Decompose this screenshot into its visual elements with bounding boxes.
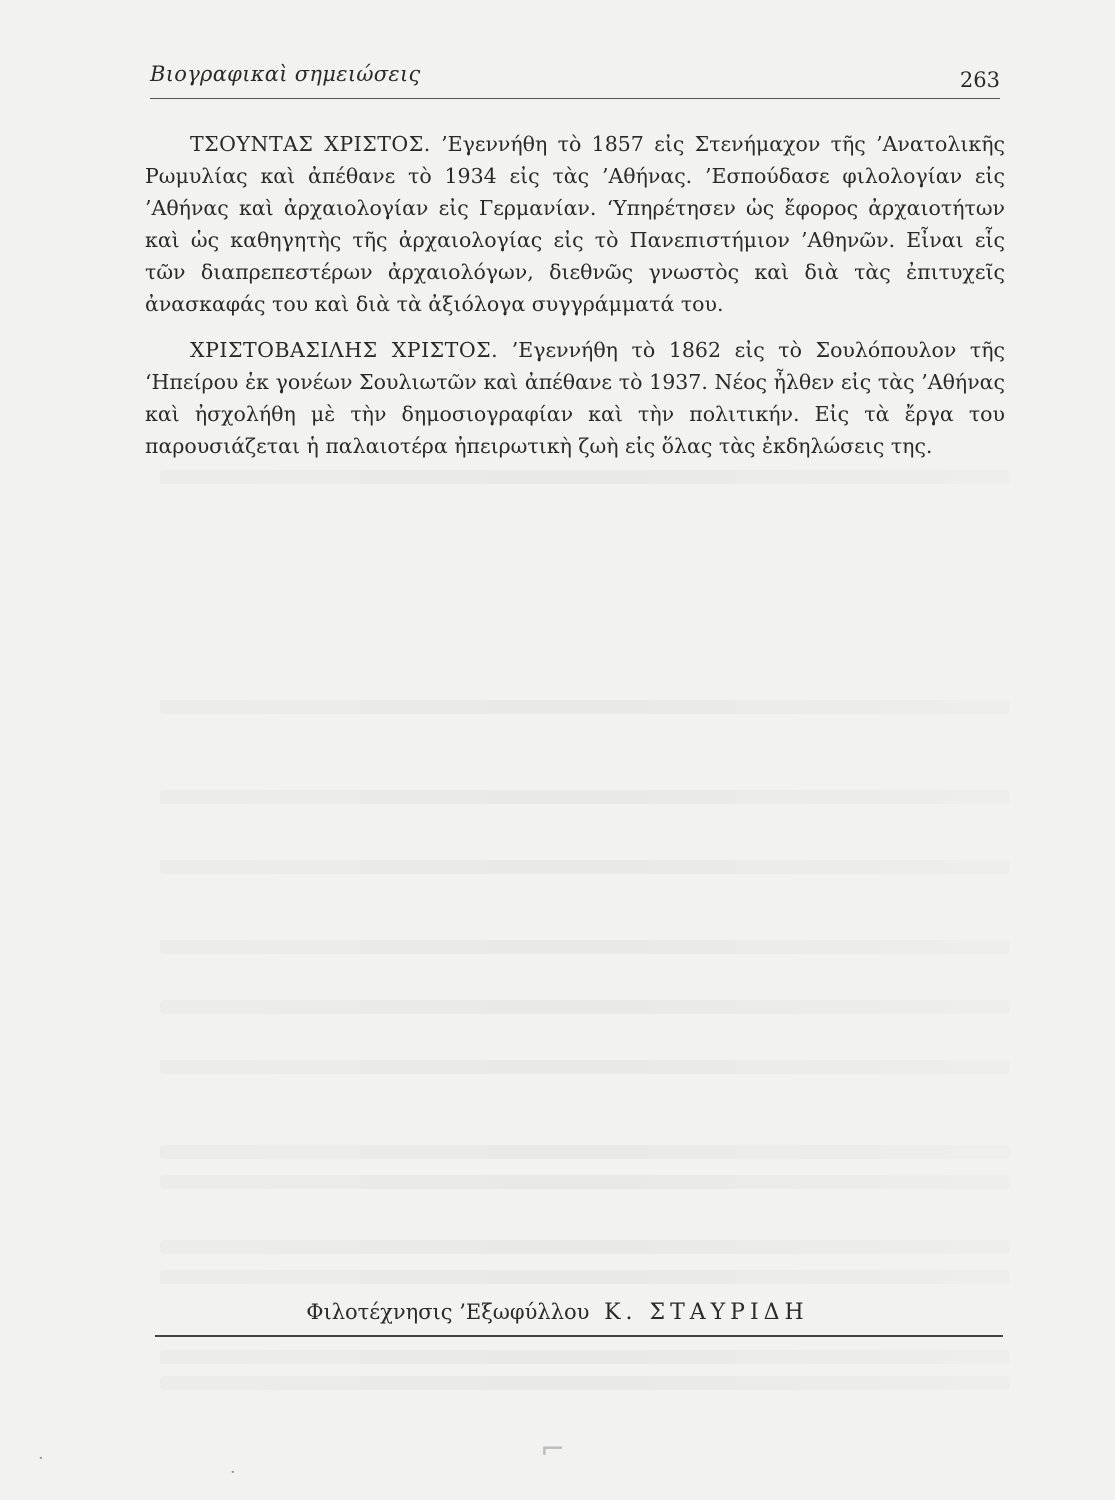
running-title: Βιογραφικαὶ σημειώσεις xyxy=(150,62,421,86)
show-through-line xyxy=(160,940,1010,954)
page-number: 263 xyxy=(959,68,1000,92)
show-through-line xyxy=(160,1000,1010,1014)
colophon-rule xyxy=(155,1335,1003,1337)
entry-name: ΤΣΟΥΝΤΑΣ ΧΡΙΣΤΟΣ. xyxy=(190,132,431,156)
show-through-line xyxy=(160,1376,1010,1390)
show-through-line xyxy=(160,470,1010,484)
cover-artist: Κ. ΣΤΑΥΡΙΔΗ xyxy=(604,1300,809,1325)
scan-speck: · xyxy=(38,1448,44,1469)
entry-text: ’Εγεννήθη τὸ 1862 εἰς τὸ Σουλόπουλον τῆς ‘Ηπείρου ἐκ γονέων Σουλιωτῶν καὶ ἀπέθανε τὸ 1937. Νέος ἦλθεν εἰς τὰς ’Αθήνας καὶ ἠσχολήθη μὲ τὴν δημοσιογραφίαν καὶ τὴν πολιτικήν. Εἰς τὰ ἔργα του παρουσιάζεται ἡ παλαιοτέρα ἠπειρωτικὴ ζωὴ εἰς ὅλας τὰς ἐκδηλώσεις της. xyxy=(145,338,1005,458)
show-through-line xyxy=(160,1240,1010,1254)
show-through-line xyxy=(160,1175,1010,1189)
show-through-line xyxy=(160,860,1010,874)
scan-speck: · xyxy=(230,1462,236,1483)
show-through-line xyxy=(160,1060,1010,1074)
show-through-line xyxy=(160,1270,1010,1284)
entry-text: ’Εγεννήθη τὸ 1857 εἰς Στενήμαχον τῆς ’Ανατολικῆς Ρωμυλίας καὶ ἀπέθανε τὸ 1934 εἰς τὰς ’Αθήνας. ’Εσπούδασε φιλολογίαν εἰς ’Αθήνας καὶ ἀρχαιολογίαν εἰς Γερμανίαν. ‘Υπηρέτησεν ὡς ἔφορος ἀρχαιοτήτων καὶ ὡς καθηγητὴς τῆς ἀρχαιολογίας εἰς τὸ Πανεπιστήμιον ’Αθηνῶν. Εἶναι εἷς τῶν διαπρεπεστέρων ἀρχαιολόγων, διεθνῶς γνωστὸς καὶ διὰ τὰς ἐπιτυχεῖς ἀνασκαφάς του καὶ διὰ τὰ ἀξιόλογα συγγράμματά του. xyxy=(145,132,1006,316)
biography-entry xyxy=(145,128,1005,320)
header-rule xyxy=(150,98,1000,99)
running-head xyxy=(150,62,1000,98)
show-through-line xyxy=(160,790,1010,804)
entry-paragraph xyxy=(145,128,1005,320)
cover-credit: Φιλοτέχνησις ’Εξωφύλλου xyxy=(306,1300,590,1324)
entry-name: ΧΡΙΣΤΟΒΑΣΙΛΗΣ ΧΡΙΣΤΟΣ. xyxy=(190,338,499,362)
colophon xyxy=(0,1300,1115,1325)
entry-paragraph xyxy=(145,334,1005,462)
show-through-line xyxy=(160,1145,1010,1159)
scan-speck: ⌐ xyxy=(540,1432,566,1467)
biography-entry xyxy=(145,334,1005,462)
show-through-line xyxy=(160,700,1010,714)
show-through-line xyxy=(160,1350,1010,1364)
